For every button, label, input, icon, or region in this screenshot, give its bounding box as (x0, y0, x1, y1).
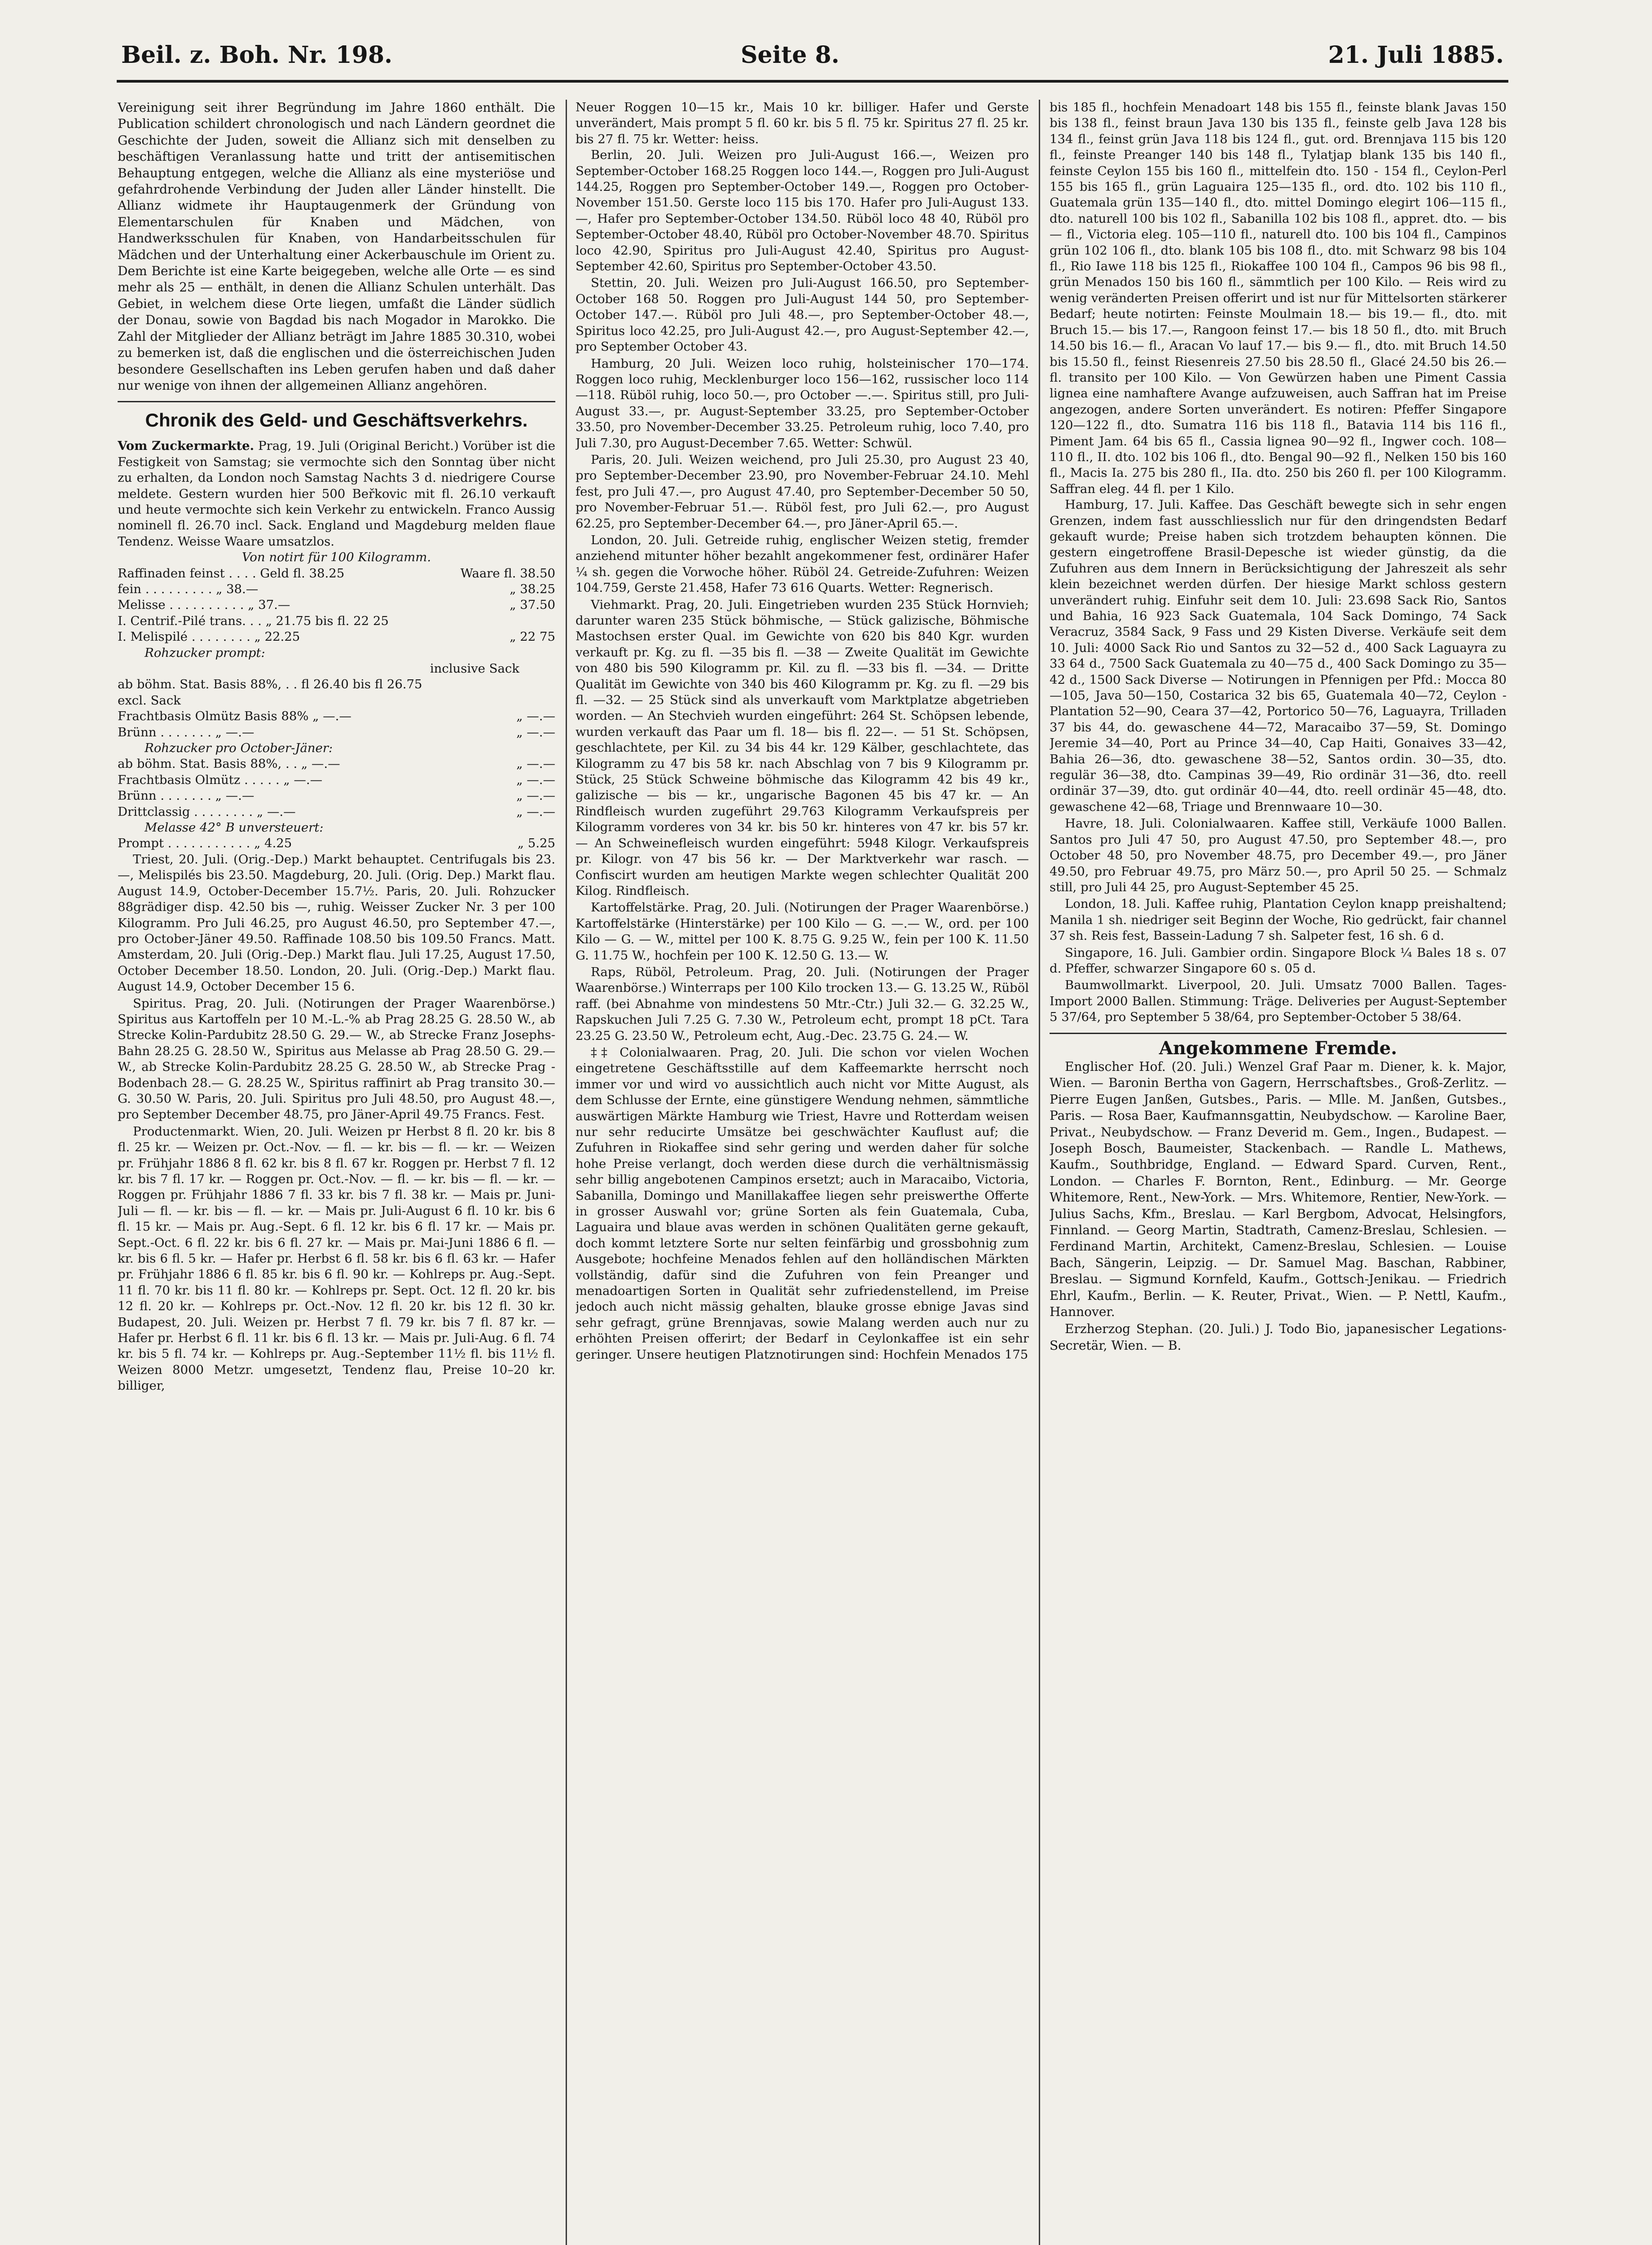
produce-market-report: Productenmarkt. Wien, 20. Juli. Weizen pr Herbst 8 fl. 20 kr. bis 8 fl. 25 kr. — Weizen pr. Oct.-Nov. — fl. — kr. bis — fl. — kr. — Weizen pr. Frühjahr 1886 8 fl. 62 kr. bis 8 fl. 67 kr. Roggen pr. Herbst 7 fl. 12 kr. bis 7 fl. 17 kr. — Roggen pr. Oct.-Nov. — fl. — kr. bis — fl. — kr. — Roggen pr. Frühjahr 1886 7 fl. 33 kr. bis 7 fl. 38 kr. — Mais pr. Juni-Juli — fl. — kr. bis — fl. — kr. — Mais pr. Juli-August 6 fl. 10 kr. bis 6 fl. 15 kr. — Mais pr. Aug.-Sept. 6 fl. 12 kr. bis 6 fl. 17 kr. — Mais pr. Sept.-Oct. 6 fl. 22 kr. bis 6 fl. 27 kr. — Mais pr. Mai-Juni 1886 6 fl. — kr. bis 6 fl. 5 kr. — Hafer pr. Herbst 6 fl. 58 kr. bis 6 fl. 63 kr. — Hafer pr. Frühjahr 1886 6 fl. 85 kr. bis 6 fl. 90 kr. — Kohlreps pr. Aug.-Sept. 11 fl. 70 kr. bis 11 fl. 80 kr. — Kohlreps pr. Sept. Oct. 12 fl. 20 kr. bis 12 fl. 20 kr. — Kohlreps pr. Oct.-Nov. 12 fl. 20 kr. bis 12 fl. 30 kr. Budapest, 20. Juli. Weizen pr. Herbst 7 fl. 79 kr. bis 7 fl. 87 kr. — Hafer pr. Herbst 6 fl. 11 kr. bis 6 fl. 13 kr. — Mais pr. Juli-Aug. 6 fl. 74 kr. bis 5 fl. 74 kr. — Kohlreps pr. Aug.-September 11½ fl. bis 11½ fl. Weizen 8000 Metzr. umgesetzt, Tendenz flau, Preise 10–20 kr. billiger, (118, 1124, 555, 1393)
cattle-market-report: Viehmarkt. Prag, 20. Juli. Eingetrieben wurden 235 Stück Hornvieh; darunter waren 235 Stück böhmische, — Stück galizische, Böhmische Mastochsen erster Qual. im Gewichte von 620 bis 840 Kgr. wurden verkauft pr. Kg. zu fl. —35 bis fl. —38 — Zweite Qualität im Gewichte von 480 bis 590 Kilogramm pr. Kil. zu fl. —33 bis fl. —34. — Dritte Qualität im Gewichte von 340 bis 460 Kilogramm pr. Kg. zu fl. —29 bis fl. —32. — 25 Stück sind als unverkauft vom Marktplatze abgetrieben worden. — An Stechvieh wurden eingeführt: 264 St. Schöpsen lebende, wurden verkauft das Paar um fl. 18— bis fl. 22—. — 51 St. Schöpsen, geschlachtete, per Kil. zu 34 bis 44 kr. 129 Kälber, geschlachtete, das Kilogramm zu 47 bis 58 kr. nach Abschlag von 7 bis 9 Kilogramm pr. Stück, 25 Stück Schweine böhmische das Kilogramm 42 bis 49 kr., galizische — bis — kr., ungarische Bagonen 45 bis 47 kr. — An Rindfleisch wurden zugeführt 29.763 Kilogramm Verkaufspreis per Kilogramm vorderes von 34 kr. bis 50 kr. hinteres von 47 kr. bis 57 kr. — An Schweinefleisch wurden eingeführt: 5948 Kilogr. Verkaufspreis pr. Kilogr. von 47 bis 56 kr. — Der Marktverkehr war rasch. — Confiscirt wurden am heutigen Markte wegen schlechter Qualität 200 Kilog. Rindfleisch. (576, 597, 1029, 898)
sugar-market-report (118, 438, 555, 550)
section-divider (118, 401, 555, 402)
price-row: ab böhm. Stat. Basis 88%, . . „ —.— „ —.— (118, 757, 555, 771)
column-rule-1 (566, 100, 567, 2245)
hamburg-coffee-report: Hamburg, 17. Juli. Kaffee. Das Geschäft bewegte sich in sehr engen Grenzen, indem fast ausschliesslich nur für den dringendsten Bedarf gekauft wurde; Preise haben sich trotzdem behaupten können. Die gestern eingetroffene Brasil-Depesche ist wieder günstig, da die Zufuhren aus dem Innern in Berücksichtigung der Jahreszeit als sehr klein bezeichnet werden dürfen. Der hiesige Markt schloss gestern unverändert ruhig. Einfuhr seit dem 10. Juli: 23.698 Sack Rio, Santos und Bahia, 16 923 Sack Guatemala, 104 Sack Domingo, 74 Sack Veracruz, 3584 Sack, 9 Fass und 29 Kisten Diverse. Verkäufe seit dem 10. Juli: 4000 Sack Rio und Santos zu 32—52 d., 400 Sack Laguayra zu 33 64 d., 7500 Sack Guatemala zu 40—75 d., 400 Sack Domingo zu 35—42 d., 1500 Sack Diverse — Notirungen in Pfennigen per Pfd.: Mocca 80—105, Java 50—150, Costarica 32 bis 65, Guatemala 40—72, Ceylon - Plantation 52—90, Ceara 37—42, Portorico 50—76, Laguayra, Trilladen 37 bis 44, do. gewaschene 44—72, Maracaibo 37—59, St. Domingo Jeremie 34—40, Port au Prince 34—40, Cap Haiti, Gonaives 33—42, Bahia 26—36, dto. gewaschene 38—52, Santos ordin. 30—35, dto. regulär 36—38, dto. Campinas 39—49, Rio ordinär 31—36, dto. reell ordinär 37—39, dto. gut ordinär 40—44, dto. reell ordinär 45—48, dto. gewaschene 42—68, Triage und Brennwaare 10—30. (1050, 497, 1507, 814)
hamburg-report: Hamburg, 20 Juli. Weizen loco ruhig, holsteinischer 170—174. Roggen loco ruhig, Mecklenburger loco 156—162, russischer loco 114—118. Rüböl ruhig, loco 50.—, pro October —.—. Spiritus still, pro Juli-August 33.—, pr. August-September 33.25, pro September-October 33.50, pro November-December 33.25. Petroleum ruhig, loco 7.40, pro Juli 7.30, pro August-December 7.65. Wetter: Schwül. (576, 356, 1029, 450)
arrivals-erzherzog-stephan: Erzherzog Stephan. (20. Juli.) J. Todo Bio, japanesischer Legations-Secretär, Wien. — B. (1050, 1321, 1507, 1353)
berlin-report: Berlin, 20. Juli. Weizen pro Juli-August 166.—, Weizen pro September-October 168.25 Roggen loco 144.—, Roggen pro Juli-August 144.25, Roggen pro September-October 149.—, Roggen pro October-November 151.50. Gerste loco 115 bis 170. Hafer pro Juli-August 133.—, Hafer pro September-October 134.50. Rüböl loco 48 40, Rüböl pro September-October 48.40, Rüböl pro October-November 48.70. Spiritus loco 42.90, Spiritus pro Juli-August 42.40, Spiritus pro August-September 42.60, Spiritus pro September-October 43.50. (576, 148, 1029, 274)
price-row: Prompt . . . . . . . . . . . „ 4.25 „ 5.25 (118, 836, 555, 851)
price-row: fein . . . . . . . . . „ 38.— „ 38.25 (118, 581, 555, 596)
price-row: Drittclassig . . . . . . . . „ —.— „ —.— (118, 804, 555, 819)
price-row: Brünn . . . . . . . „ —.— „ —.— (118, 725, 555, 740)
price-row: Brünn . . . . . . . „ —.— „ —.— (118, 788, 555, 803)
colonial-goods-continued: bis 185 fl., hochfein Menadoart 148 bis 155 fl., feinste blank Javas 150 bis 138 fl., feinst braun Java 130 bis 135 fl., feinste gelb Java 128 bis 134 fl., feinst grün Java 118 bis 124 fl., gut. ord. Brennjava 115 bis 120 fl., feinste Preanger 140 bis 148 fl., Tylatjap blank 135 bis 140 fl., feinste Ceylon 155 bis 160 fl., mittelfein dto. 150 - 154 fl., Ceylon-Perl 155 bis 165 fl., grün Laguaira 125—135 fl., ord. dto. 102 bis 110 fl., Guatemala grün 135—140 fl., dto. mittel Domingo elegirt 106—115 fl., dto. naturell 100 bis 102 fl., Sabanilla 102 bis 108 fl., appret. dto. — bis — fl., Victoria eleg. 105—110 fl., naturell dto. 100 bis 104 fl., Campinos grün 102 106 fl., dto. blank 105 bis 108 fl., dto. mit Schwarz 98 bis 104 fl., Rio Iawe 118 bis 125 fl., Riokaffee 100 104 fl., Campos 96 bis 98 fl., grün Menados 150 bis 160 fl., sämmtlich per 100 Kilo. — Reis wird zu wenig veränderten Preisen offerirt und ist nur für Mittelsorten stärkerer Bedarf; heute notirten: Feinste Moulmain 18.— bis 19.— fl., dto. mit Bruch 15.— bis 17.—, Rangoon feinst 17.— bis 18 50 fl., dto. mit Bruch 14.50 bis 16.— fl., Aracan Vo lauf 17.— bis 9.— fl., dto. mit Bruch 14.50 bis 15.50 fl., feinst Riesenreis 27.50 bis 28.50 fl., Glacé 24.50 bis 26.— fl. transito per 100 Kilo. — Von Gewürzen haben une Piment Cassia lignea eine namhaftere Avange aufzuweisen, auch Saffran hat im Preise angezogen, andere Sorten unverändert. Es notiren: Pfeffer Singapore 120—122 fl., dto. Sumatra 116 bis 118 fl., Batavia 114 bis 116 fl., Piment Jam. 64 bis 65 fl., Cassia lignea 90—92 fl., Ingwer coch. 108—110 fl., II. dto. 102 bis 106 fl., dto. Bengal 90—92 fl., Nelken 150 bis 160 fl., Macis Ia. 275 bis 280 fl., IIa. dto. 250 bis 260 fl. per 100 Kilogramm. Saffran eleg. 44 fl. per 1 Kilo. (1050, 100, 1507, 496)
paris-report: Paris, 20. Juli. Weizen weichend, pro Juli 25.30, pro August 23 40, pro September-December 23.90, pro November-Februar 24.10. Mehl fest, pro Juli 47.—, pro August 47.40, pro September-December 50 50, pro November-Februar 51.—. Rüböl fest, pro Juli 62.—, pro August 62.25, pro September-December 64.—, pro Jäner-April 65.—. (576, 452, 1029, 531)
raw-sugar-october-table (118, 756, 555, 820)
column-1 (118, 100, 555, 2245)
sugar-market-text: Prag, 19. Juli (Original Bericht.) Vorüber ist die Festigkeit von Samstag; sie vermochte sich den Sonntag über nicht zu erhalten, da London noch Samstag Nachts 3 d. niedrigere Course meldete. Gestern wurden hier 500 Beřkovic mit fl. 26.10 verkauft und heute vermochte sich kein Verkehr zu entwickeln. Franco Aussig nominell fl. 26.70 incl. Sack. England und Magdeburg melden flaue Tendenz. Weisse Waare umsatzlos. (118, 439, 555, 549)
raw-sugar-october-heading: Rohzucker pro October-Jäner: (145, 741, 333, 756)
price-row: I. Centrif.-Pilé trans. . . „ 21.75 bis fl. 22 25 (118, 613, 389, 628)
colonial-goods-report: ‡‡ Colonialwaaren. Prag, 20. Juli. Die schon vor vielen Wochen eingetretene Geschäftsstille auf dem Kaffeemarkte herrscht noch immer vor und wird vo aussichtlich auch nicht vor Mitte August, als dem Schlusse der Ernte, eine günstigere Wendung nehmen, sämmtliche auswärtigen Märkte Hamburg wie Triest, Havre und Rotterdam weisen nur sehr reducirte Umsätze bei geschwächter Kauflust auf; die Zufuhren in Riokaffee sind sehr gering und werden daher für solche hohe Preise verlangt, doch werden diese durch die verhältnismässig sehr billig angebotenen Campinos ersetzt; auch in Maracaibo, Victoria, Sabanilla, Domingo und Manillakaffee liegen sehr preiswerthe Offerte in grosser Auswahl vor; grüne Sorten als fein Guatemala, Cuba, Laguaira und blaue avas werden in schönen Qualitäten gerne gekauft, doch kommt letztere Sorte nur selten feinfärbig und grossbohnig zum Ausgebote; hochfeine Menados fehlen auf den holländischen Märkten vollständig, dafür sind die Zufuhren von fein Preanger und menadoartigen Sorten in Qualität sehr zufriedenstellend, im Preise jedoch auch nicht mässig gehalten, blauke grosse ebnige Javas sind sehr gefragt, grüne Brennjavas, sowie Malang werden auch nur zu erhöhten Preisen offerirt; der Bedarf in Ceylonkaffee ist ein sehr geringer. Unsere heutigen Platznotirungen sind: Hochfein Menados 175 (576, 1045, 1029, 1362)
section-divider (1050, 1033, 1507, 1034)
price-row: excl. Sack (118, 693, 181, 708)
header-issue: Beil. z. Boh. Nr. 198. (121, 41, 393, 69)
potato-starch-report: Kartoffelstärke. Prag, 20. Juli. (Notirungen der Prager Waarenbörse.) Kartoffelstärke (Hinterstärke) per 100 Kilo — G. —.— W., ord. per 100 Kilo — G. — W., mittel per 100 K. 8.75 G. 9.25 W., fein per 100 K. 11.50 G. 11.75 W., hochfein per 100 K. 12.50 G. 13.— W. (576, 900, 1029, 963)
stettin-report: Stettin, 20. Juli. Weizen pro Juli-August 166.50, pro September-October 168 50. Roggen pro Juli-August 144 50, pro September-October 147.—. Rüböl pro Juli 48.—, pro September-October 48.—, Spiritus loco 42.25, pro Juli-August 42.—, pro August-September 42.—, pro September October 43. (576, 276, 1029, 354)
arrivals-title: Angekommene Fremde. (1159, 1037, 1397, 1059)
cotton-market-report: Baumwollmarkt. Liverpool, 20. Juli. Umsatz 7000 Ballen. Tages-Import 2000 Ballen. Stimmung: Träge. Deliveries per August-September 5 37/64, pro September 5 38/64, pro September-October 5 38/64. (1050, 978, 1507, 1025)
sugar-foreign-markets: Triest, 20. Juli. (Orig.-Dep.) Markt behauptet. Centrifugals bis 23.—, Melispilés bis 23.50. Magdeburg, 20. Juli. (Orig. Dep.) Markt flau. August 14.9, October-December 15.7½. Paris, 20. Juli. Rohzucker 88grädiger disp. 42.50 bis —, ruhig. Weisser Zucker Nr. 3 per 100 Kilogramm. Pro Juli 46.25, pro August 46.50, pro September 47.—, pro October-Jäner 49.50. Raffinade 108.50 bis 109.50 Francs. Matt. Amsterdam, 20. Juli (Orig.-Dep.) Markt flau. Juli 17.25, August 17.50, October December 18.50. London, 20. Juli. (Orig.-Dep.) Markt flau. August 14.9, October December 15 6. (118, 852, 555, 994)
alliance-article: Vereinigung seit ihrer Begründung im Jahre 1860 enthält. Die Publication schildert chronologisch und nach Ländern geordnet die Geschichte der Juden, soweit die Allianz sich mit denselben zu beschäftigen Veranlassung hatte und tritt der antisemitischen Behauptung entgegen, welche die Allianz als eine mysteriöse und gefahrdrohende Verbindung der Juden aller Länder hinstellt. Die Allianz widmete ihr Hauptaugenmerk der Gründung von Elementarschulen für Knaben und Mädchen, von Handwerksschulen für Knaben, von Handarbeitsschulen für Mädchen und der Unterhaltung einer Ackerbauschule im Orient zu. Dem Berichte ist eine Karte beigegeben, welche alle Orte — es sind mehr als 25 — enthält, in denen die Allianz Schulen unterhält. Das Gebiet, in welchem diese Orte liegen, umfaßt die Länder südlich der Donau, sowie von Bagdad bis nach Mogador in Marokko. Die Zahl der Mitglieder der Allianz beträgt im Jahre 1885 30.310, wobei zu bemerken ist, daß die englischen und die österreichischen Juden besondere Gesellschaften ins Leben gerufen haben und daß daher nur wenige von ihnen der allgemeinen Allianz angehören. (118, 100, 555, 393)
price-row: Raffinaden feinst . . . . Geld fl. 38.25 Waare fl. 38.50 (118, 566, 555, 581)
price-row: Melisse . . . . . . . . . . „ 37.— „ 37.50 (118, 598, 555, 612)
header-rule (117, 80, 1508, 83)
price-row: I. Melispilé . . . . . . . . „ 22.25 „ 22 75 (118, 629, 555, 644)
arrivals-englischer-hof: Englischer Hof. (20. Juli.) Wenzel Graf Paar m. Diener, k. k. Major, Wien. — Baronin Bertha von Gagern, Herrschaftsbes., Groß-Zerlitz. — Pierre Eugen Janßen, Gutsbes., Paris. — Mlle. M. Janßen, Gutsbes., Paris. — Rosa Baer, Kaufmannsgattin, Neubydschow. — Karoline Baer, Privat., Neubydschow. — Franz Deverid m. Gem., Ingen., Budapest. — Joseph Bosch, Baumeister, Stackenbach. — Randle L. Mathews, Kaufm., Southbridge, England. — Edward Spard. Curven, Rent., London. — Charles F. Bornton, Rent., Edinburg. — Mr. George Whitemore, Rent., New-York. — Mrs. Whitemore, Rentier, New-York. — Julius Sachs, Kfm., Breslau. — Karl Bergbom, Advocat, Helsingfors, Finnland. — Georg Martin, Stadtrath, Camenz-Breslau, Schlesien. — Ferdinand Martin, Architekt, Camenz-Breslau, Schlesien. — Louise Bach, Sängerin, Leipzig. — Dr. Samuel Mag. Baschan, Rabbiner, Breslau. — Sigmund Kornfeld, Kaufm., Gottsch-Jenikau. — Friedrich Ehrl, Kaufm., Berlin. — K. Reuter, Privat., Wien. — P. Nettl, Kaufm., Hannover. (1050, 1059, 1507, 1320)
price-row: ab böhm. Stat. Basis 88%, . . fl 26.40 bis fl 26.75 (118, 677, 422, 692)
vienna-market-continued: Neuer Roggen 10—15 kr., Mais 10 kr. billiger. Hafer und Gerste unverändert, Mais prompt 5 fl. 60 kr. bis 5 fl. 75 kr. Spiritus 27 fl. 25 kr. bis 27 fl. 75 kr. Wetter: heiss. (576, 100, 1029, 146)
refined-sugar-table (118, 566, 555, 645)
spirits-report: Spiritus. Prag, 20. Juli. (Notirungen der Prager Waarenbörse.) Spiritus aus Kartoffeln per 10 M.-L.-% ab Prag 28.25 G. 28.50 W., ab Strecke Kolin-Pardubitz 28.50 G. 29.— W., ab Strecke Franz Josephs-Bahn 28.25 G. 28.50 W., Spiritus aus Melasse ab Prag 28.50 G. 29.— W., ab Strecke Kolin-Pardubitz 28.25 G. 28.50 W., ab Strecke Prag - Bodenbach 28.— G. 28.25 W., Spiritus raffinirt ab Prag transito 30.— G. 30.50 W. Paris, 20. Juli. Spiritus pro Juli 48.50, pro August 48.—, pro September December 48.75, pro Jäner-April 49.75 Francs. Fest. (118, 996, 555, 1122)
raw-sugar-prompt-table (118, 677, 555, 740)
chronik-title: Chronik des Geld- und Geschäftsverkehrs. (145, 409, 528, 431)
raw-sugar-prompt-heading: Rohzucker prompt: (145, 645, 265, 660)
column-rule-2 (1039, 100, 1040, 2245)
havre-report: Havre, 18. Juli. Colonialwaaren. Kaffee still, Verkäufe 1000 Ballen. Santos pro Juli 47 50, pro August 47.50, pro September 48.—, pro October 48 50, pro November 48.75, pro December 49.—, pro Jäner 49.50, pro Februar 49.75, pro März 50.—, pro April 50 25. — Schmalz still, pro Juli 44 25, pro August-September 45 25. (1050, 816, 1507, 894)
sugar-market-lead: Vom Zuckermarkte. (118, 439, 255, 453)
price-unit-note: Von notirt für 100 Kilogramm. (242, 550, 431, 565)
molasses-heading: Melasse 42° B unversteuert: (145, 820, 324, 835)
london-coffee-report: London, 18. Juli. Kaffee ruhig, Plantation Ceylon knapp preishaltend; Manila 1 sh. niedriger seit Beginn der Woche, Rio gedrückt, fair channel 37 sh. Reis fest, Bassein-Ladung 7 sh. Salpeter fest, 16 sh. 6 d. (1050, 897, 1507, 943)
rapeseed-oil-report: Raps, Rüböl, Petroleum. Prag, 20. Juli. (Notirungen der Prager Waarenbörse.) Winterraps per 100 Kilo trocken 13.— G. 13.25 W., Rüböl raff. (bei Abnahme von mindestens 50 Mtr.-Ctr.) Juli 32.— G. 32.25 W., Rapskuchen Juli 7.25 G. 7.30 W., Petroleum echt, prompt 18 pCt. Tara 23.25 G. 23.50 W., Petroleum echt, Aug.-Dec. 23.75 G. 24.— W. (576, 964, 1029, 1043)
page-header (121, 41, 1504, 77)
price-row: Frachtbasis Olmütz Basis 88% „ —.— „ —.— (118, 709, 555, 724)
singapore-report: Singapore, 16. Juli. Gambier ordin. Singapore Block ¼ Bales 18 s. 07 d. Pfeffer, schwarzer Singapore 60 s. 05 d. (1050, 945, 1507, 976)
header-page-number: Seite 8. (741, 41, 839, 69)
column-2 (576, 100, 1029, 2245)
molasses-table (118, 836, 555, 851)
price-row: Frachtbasis Olmütz . . . . . „ —.— „ —.— (118, 772, 555, 787)
column-3 (1050, 100, 1507, 2245)
london-report: London, 20. Juli. Getreide ruhig, englischer Weizen stetig, fremder anziehend mitunter höher bezahlt angekommener fest, ordinärer Hafer ¼ sh. gegen die Vorwoche höher. Rüböl 24. Getreide-Zufuhren: Weizen 104.759, Gerste 21.458, Hafer 73 616 Quarts. Wetter: Regnerisch. (576, 533, 1029, 595)
inclusive-sack-note: inclusive Sack (430, 661, 519, 676)
header-date: 21. Juli 1885. (1328, 41, 1504, 69)
